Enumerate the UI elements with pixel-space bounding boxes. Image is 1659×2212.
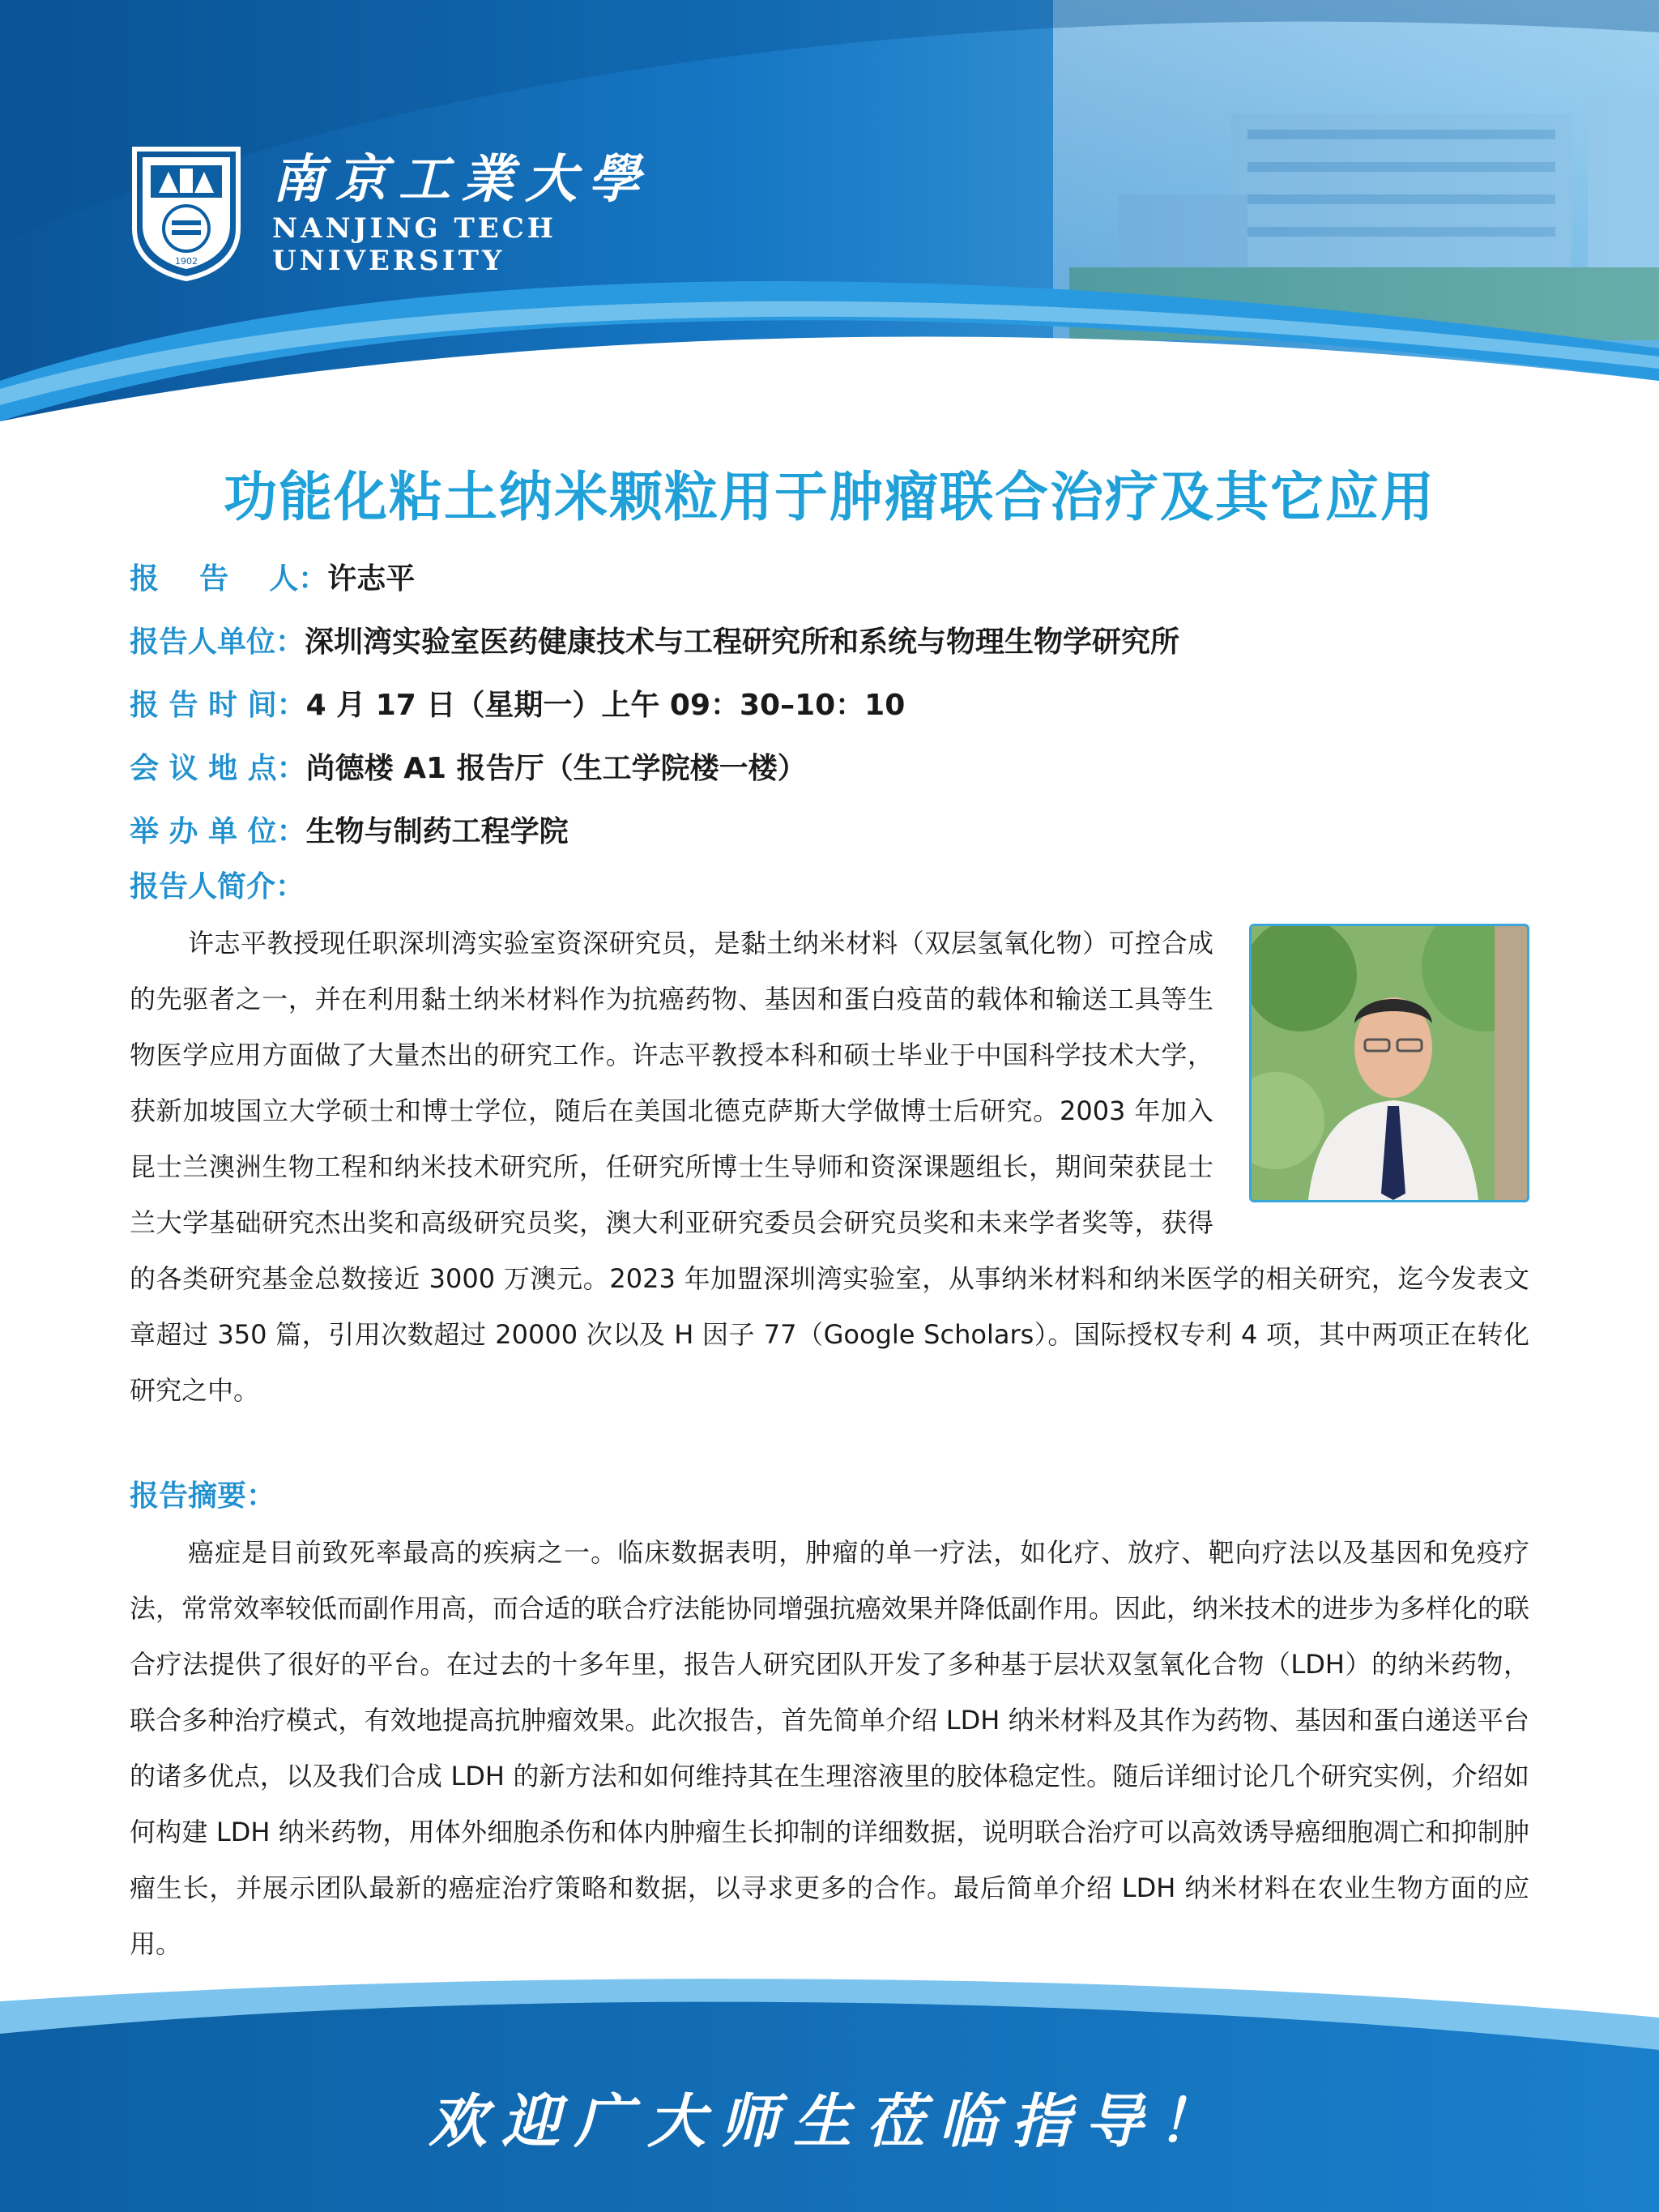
info-value: 尚德楼 A1 报告厅（生工学院楼一楼）: [305, 751, 807, 785]
info-label: 举 办 单 位：: [130, 814, 306, 848]
abstract-section: [130, 1525, 1529, 1972]
crest-year: 1902: [175, 256, 198, 267]
abstract-heading: 报告摘要：: [130, 1480, 276, 1513]
lecture-title: 功能化粘土纳米颗粒用于肿瘤联合治疗及其它应用: [224, 465, 1435, 528]
bio-section: [130, 916, 1529, 1419]
info-row-affiliation: [130, 608, 1179, 671]
university-name-en-2: UNIVERSITY: [272, 245, 505, 277]
abstract-text: 癌症是目前致死率最高的疾病之一。临床数据表明，肿瘤的单一疗法，如化疗、放疗、靶向疗法以及基因和免疫疗法，常常效率较低而副作用高，而合适的联合疗法能协同增强抗癌效果并降低副作用。因此，纳米技术的进步为多样化的联合疗法提供了很好的平台。在过去的十多年里，报告人研究团队开发了多种基于层状双氢氧化合物（LDH）的纳米药物，联合多种治疗模式，有效地提高抗肿瘤效果。此次报告，首先简单介绍 LDH 纳米材料及其作为药物、基因和蛋白递送平台的诸多优点，以及我们合成 LDH 的新方法和如何维持其在生理溶液里的胶体稳定性。随后详细讨论几个研究实例，介绍如何构建 LDH 纳米药物，用体外细胞杀伤和体内肿瘤生长抑制的详细数据，说明联合治疗可以高效诱导癌细胞凋亡和抑制肿瘤生长，并展示团队最新的癌症治疗策略和数据，以寻求更多的合作。最后简单介绍 LDH 纳米材料在农业生物方面的应用。: [130, 1537, 1530, 1959]
info-label: 报 告 人：: [130, 562, 328, 596]
lecture-info: [130, 544, 1179, 860]
campus-building-image: [1053, 0, 1659, 340]
speaker-photo-frame: [1249, 924, 1529, 1211]
info-label: 报 告 时 间：: [130, 688, 306, 722]
info-value: 许志平: [327, 562, 416, 596]
university-name: [272, 144, 651, 277]
bio-heading: 报告人简介：: [130, 870, 305, 903]
info-value: 深圳湾实验室医药健康技术与工程研究所和系统与物理生物学研究所: [305, 625, 1180, 659]
university-name-cn: 南京工業大學: [272, 149, 651, 210]
info-value: 4 月 17 日（星期一）上午 09：30–10：10: [305, 688, 906, 722]
university-logo: [130, 144, 651, 282]
info-label: 会 议 地 点：: [130, 751, 306, 785]
speaker-portrait-image: [1252, 926, 1527, 1200]
info-row-time: [130, 671, 1179, 734]
info-value: 生物与制药工程学院: [305, 814, 569, 848]
university-name-en-1: NANJING TECH: [272, 212, 557, 245]
info-row-speaker: [130, 544, 1179, 608]
info-label: 报告人单位：: [130, 625, 305, 659]
speaker-photo: [1249, 924, 1529, 1202]
welcome-message: 欢迎广大师生莅临指导！: [428, 2086, 1230, 2155]
bio-text: 许志平教授现任职深圳湾实验室资深研究员，是黏土纳米材料（双层氢氧化物）可控合成的先驱者之一，并在利用黏土纳米材料作为抗癌药物、基因和蛋白疫苗的载体和输送工具等生物医学应用方面做了大量杰出的研究工作。许志平教授本科和硕士毕业于中国科学技术大学，获新加坡国立大学硕士和博士学位，随后在美国北德克萨斯大学做博士后研究。2003 年加入昆士兰澳洲生物工程和纳米技术研究所，任研究所博士生导师和资深课题组长，期间荣获昆士兰大学基础研究杰出奖和高级研究员奖，澳大利亚研究委员会研究员奖和未来学者奖等，获得的各类研究基金总数接近 3000 万澳元。2023 年加盟深圳湾实验室，从事纳米材料和纳米医学的相关研究，迄今发表文章超过 350 篇，引用次数超过 20000 次以及 H 因子 77（Google Scholars）。国际授权专利 4 项，其中两项正在转化研究之中。: [130, 928, 1529, 1406]
info-row-venue: [130, 734, 1179, 797]
info-row-host: [130, 797, 1179, 860]
university-crest-icon: [130, 144, 243, 282]
